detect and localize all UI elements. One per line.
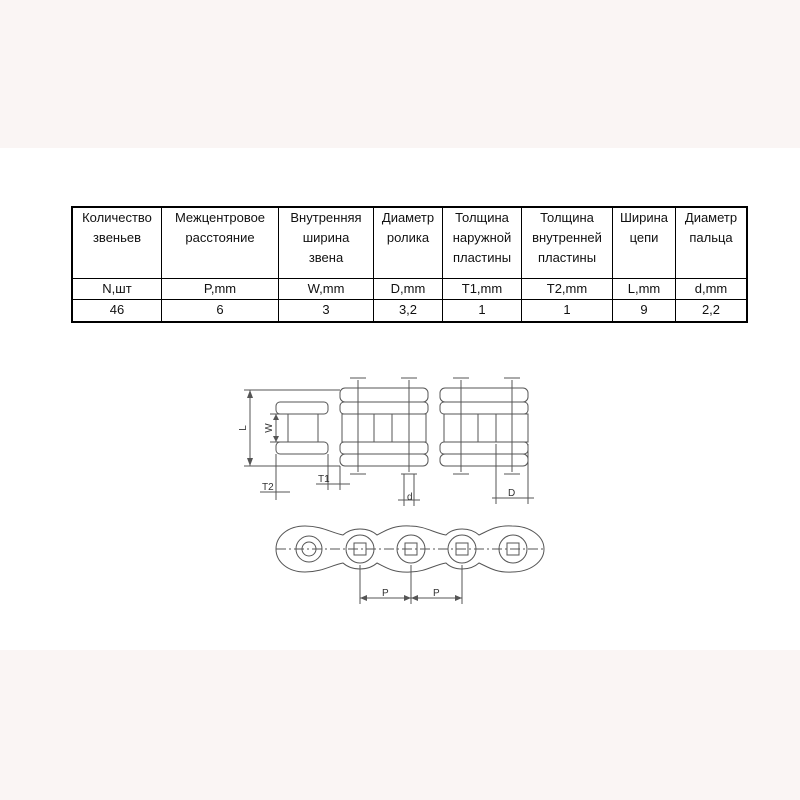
- outer-plate-bottom: [440, 454, 528, 466]
- label-P: P: [382, 588, 389, 599]
- header-cell: Толщина внутренней пластины: [522, 207, 613, 279]
- outer-plate-top: [440, 388, 528, 402]
- header-cell: Межцентровое расстояние: [162, 207, 279, 279]
- value-cell: 46: [72, 300, 162, 323]
- unit-cell: D,mm: [374, 279, 443, 300]
- inner-plate-bottom: [440, 442, 528, 454]
- value-cell: 1: [522, 300, 613, 323]
- header-cell: Внутренняя ширина звена: [279, 207, 374, 279]
- value-cell: 9: [613, 300, 676, 323]
- label-P: P: [433, 588, 440, 599]
- label-d: d: [407, 492, 413, 503]
- unit-cell: N,шт: [72, 279, 162, 300]
- header-cell: Диаметр ролика: [374, 207, 443, 279]
- header-cell: Диаметр пальца: [676, 207, 748, 279]
- inner-plate-bottom: [276, 442, 328, 454]
- inner-plate-top: [340, 402, 428, 414]
- label-W: W: [264, 423, 275, 433]
- unit-cell: d,mm: [676, 279, 748, 300]
- header-cell: Количество звеньев: [72, 207, 162, 279]
- unit-cell: W,mm: [279, 279, 374, 300]
- header-cell: Толщина наружной пластины: [443, 207, 522, 279]
- inner-plate-top: [440, 402, 528, 414]
- value-cell: 3,2: [374, 300, 443, 323]
- unit-cell: T2,mm: [522, 279, 613, 300]
- unit-cell: L,mm: [613, 279, 676, 300]
- value-cell: 3: [279, 300, 374, 323]
- value-cell: 6: [162, 300, 279, 323]
- unit-cell: T1,mm: [443, 279, 522, 300]
- label-T2: T2: [262, 482, 274, 493]
- header-cell: Ширина цепи: [613, 207, 676, 279]
- label-D: D: [508, 488, 516, 499]
- label-L: L: [238, 425, 249, 431]
- inner-plate-top: [276, 402, 328, 414]
- value-cell: 2,2: [676, 300, 748, 323]
- value-cell: 1: [443, 300, 522, 323]
- outer-plate-top: [340, 388, 428, 402]
- roller: [288, 414, 318, 442]
- outer-plate-bottom: [340, 454, 428, 466]
- inner-plate-bottom: [340, 442, 428, 454]
- label-T1: T1: [318, 474, 330, 485]
- unit-cell: P,mm: [162, 279, 279, 300]
